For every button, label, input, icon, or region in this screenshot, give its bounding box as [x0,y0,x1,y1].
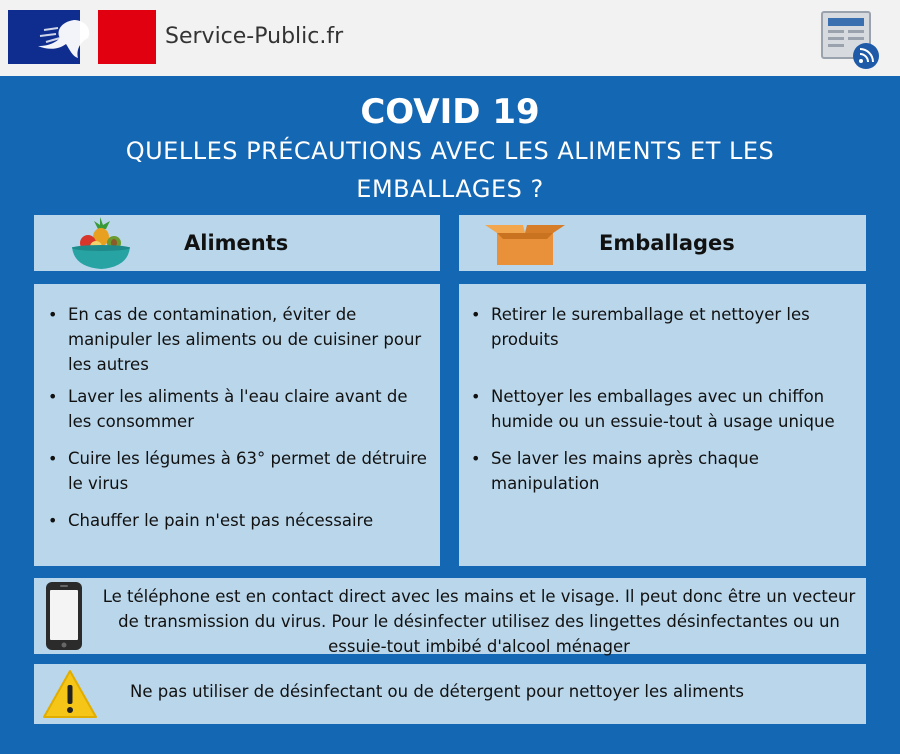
page-subtitle: QUELLES PRÉCAUTIONS AVEC LES ALIMENTS ET LES EMBALLAGES ? [125,137,775,203]
smartphone-icon [44,580,84,652]
marianne-profile-icon [30,16,100,60]
warning-text: Ne pas utiliser de désinfectant ou de détergent pour nettoyer les aliments [130,682,744,701]
list-item: • Nettoyer les emballages avec un chiffon humide ou un essuie-tout à usage unique [469,384,859,434]
marianne-logo[interactable] [8,10,156,64]
phone-note-panel [34,578,866,654]
site-name[interactable]: Service-Public.fr [165,24,344,49]
list-item: • En cas de contamination, éviter de manipuler les aliments ou de cuisiner pour les autres [46,302,432,377]
emballages-header [459,215,866,271]
emballages-heading: Emballages [599,231,735,255]
list-item: • Cuire les légumes à 63° permet de détruire le virus [46,446,432,496]
list-item: • Se laver les mains après chaque manipulation [469,446,859,496]
phone-note-text: Le téléphone est en contact direct avec les mains et le visage. Il peut donc être un vecteur de transmission du virus. Pour le désinfecter utilisez des lingettes désinfectantes ou un essuie-tout imbibé d'alcool ménager [102,587,856,656]
aliments-panel [34,284,440,566]
emballages-panel [459,284,866,566]
page-title: COVID 19 [360,92,540,132]
warning-triangle-icon [42,668,98,720]
flag-red-band [98,10,156,64]
list-item: • Retirer le suremballage et nettoyer les produits [469,302,859,352]
newspaper-rss-icon[interactable] [820,8,880,70]
header-bar [0,0,900,76]
aliments-heading: Aliments [184,231,289,255]
list-item: • Chauffer le pain n'est pas nécessaire [46,508,432,533]
list-item: • Laver les aliments à l'eau claire avant de les consommer [46,384,432,434]
warning-panel [34,664,866,724]
salad-bowl-icon [70,215,132,273]
cardboard-box-icon [483,221,567,267]
aliments-header [34,215,440,271]
